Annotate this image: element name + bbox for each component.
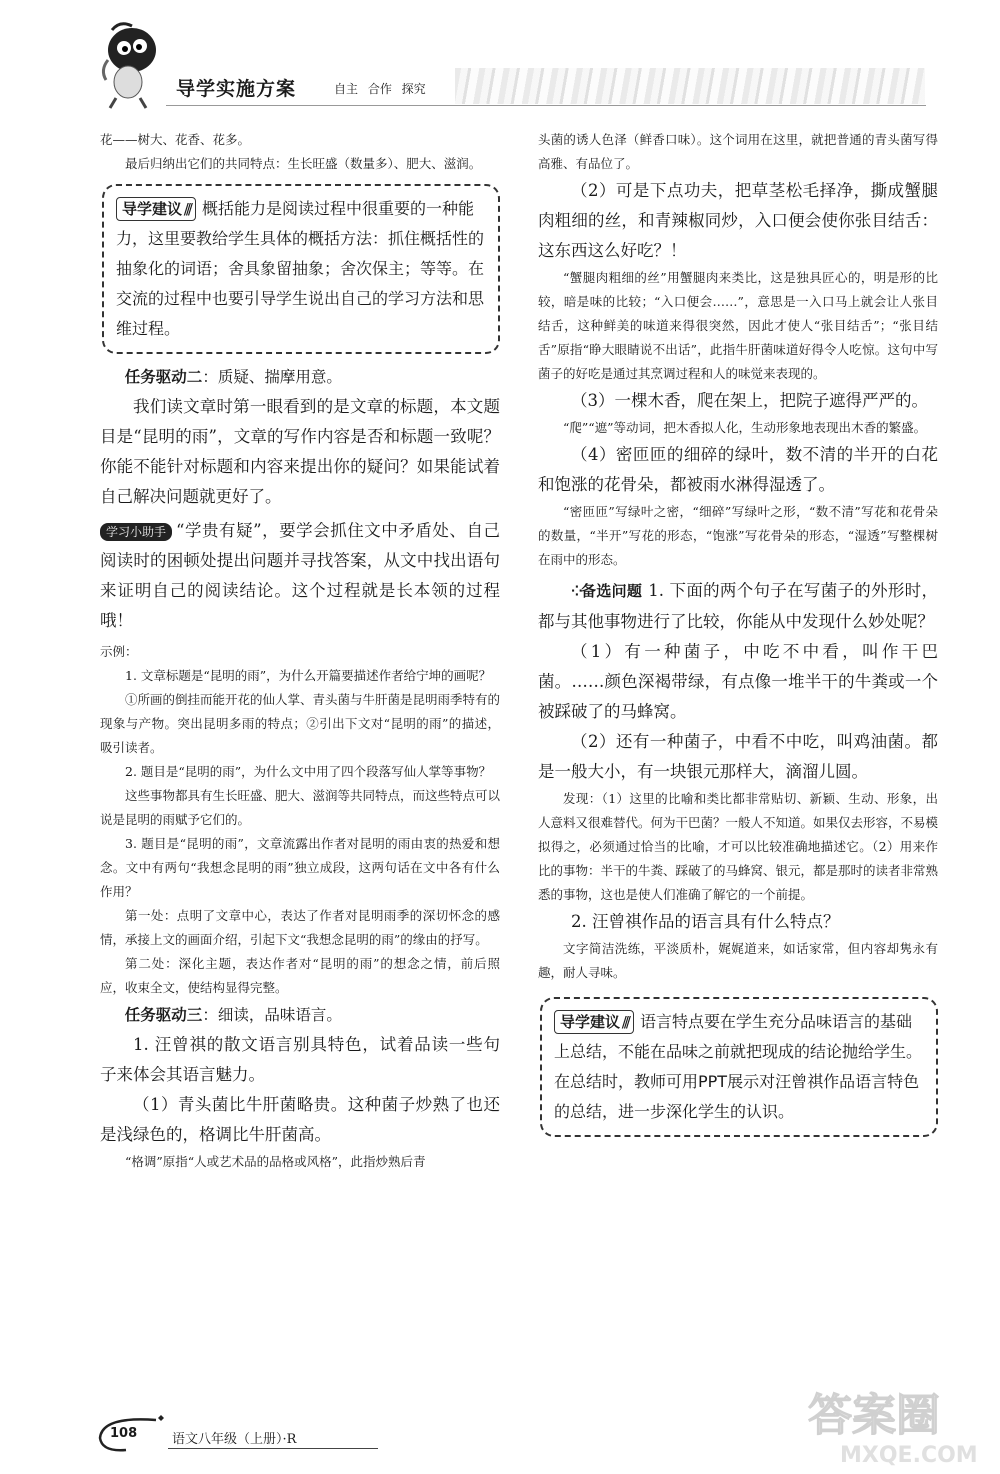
answer: 文字简洁洗练，平淡质朴，娓娓道来，如话家常，但内容却隽永有趣，耐人寻味。 [538,941,938,980]
page-header [0,0,1000,120]
helper-label: 学习小助手 [100,523,172,541]
question: 2. 题目是“昆明的雨”，为什么文中用了四个段落写仙人掌等事物？ [125,764,492,779]
note: “密匝匝”写绿叶之密，“细碎”写绿叶之形，“数不清”写花和花骨朵的数量，“半开”写花的形态，“饱涨”写花骨朵的形态，“湿透”写整棵树在雨中的形态。 [538,504,938,567]
right-column [538,128,938,1145]
helper-paragraph [100,516,500,636]
sentence: （2）可是下点功夫，把草茎松毛择净，撕成蟹腿肉粗细的丝，和青辣椒同炒，入口便会使你张目结舌：这东西这么好吃？！ [538,181,938,260]
footer-divider [168,1448,378,1449]
backup-question [538,576,938,637]
sentence: （1）青头菌比牛肝菌略贵。这种菌子炒熟了也还是浅绿色的，格调比牛肝菌高。 [100,1095,500,1144]
paragraph: 花——树大、花香、花多。 [100,132,251,147]
question: 1. 文章标题是“昆明的雨”，为什么开篇要描述作者给宁坤的画呢？ [125,668,492,683]
header-divider [166,105,926,106]
example-label: 示例： [100,644,138,659]
paragraph: 我们读文章时第一眼看到的是文章的标题，本文题目是“昆明的雨”，文章的写作内容是否和标题一致呢？你能不能针对标题和内容来提出你的疑问？如果能试着自己解决问题就更好了。 [100,397,500,506]
sentence: （4）密匝匝的细碎的绿叶，数不清的半开的白花和饱涨的花骨朵，都被雨水淋得湿透了。 [538,445,938,494]
answer: 第二处：深化主题，表达作者对“昆明的雨”的想念之情，前后照应，收束全文，使结构显得完整。 [100,956,500,995]
svg-text:答案圈: 答案圈 [808,1390,940,1441]
sentence: （1）有一种菌子，中吃不中看，叫作干巴菌。……颜色深褐带绿，有点像一堆半干的牛粪或一个被踩破了的马蜂窝。 [538,642,938,721]
paragraph: 最后归纳出它们的共同特点：生长旺盛（数量多）、肥大、滋润。 [125,156,482,171]
advice-box [102,184,500,354]
advice-box [540,997,938,1137]
note: “蟹腿肉粗细的丝”用蟹腿肉来类比，这是独具匠心的，明是形的比较，暗是味的比较；“入口便会……”，意思是一入口马上就会让人张目结舌，这种鲜美的味道来得很突然，因此才使人“张目结舌”；“张目结舌”原指“睁大眼睛说不出话”，此指牛肝菌味道好得令人吃惊。这句中写菌子的好吃是通过其烹调过程和人的味觉来表现的。 [538,270,938,381]
question: 3. 题目是“昆明的雨”，文章流露出作者对昆明的雨由衷的热爱和想念。文中有两句“我想念昆明的雨”独立成段，这两句话在文中各有什么作用？ [100,836,500,899]
answer: ①所画的倒挂而能开花的仙人掌、青头菌与牛肝菌是昆明雨季特有的现象与产物。突出昆明多雨的特点；②引出下文对“昆明的雨”的描述，吸引读者。 [100,692,501,755]
note: 头菌的诱人色泽（鲜香口味）。这个词用在这里，就把普通的青头菌写得高雅、有品位了。 [538,132,938,171]
book-title: 语文八年级（上册）·R [172,1432,297,1447]
backup-label: ⁘备选问题 [571,582,643,600]
task-heading: 任务驱动二：质疑、揣摩用意。 [124,368,342,386]
advice-text: 语言特点要在学生充分品味语言的基础上总结，不能在品味之前就把现成的结论抛给学生。在总结时，教师可用PPT展示对汪曾祺作品语言特色的总结，进一步深化学生的认识。 [554,1012,923,1121]
svg-text:MXQE.COM: MXQE.COM [840,1443,978,1468]
answer: 这些事物都具有生长旺盛、肥大、滋润等共同特点，而这些特点可以说是昆明的雨赋予它们的。 [100,788,501,827]
header-title: 导学实施方案 [176,78,297,100]
paragraph: 1. 汪曾祺的散文语言别具特色，试着品读一些句子来体会其语言魅力。 [100,1035,500,1084]
dots-icon: ⁘ [571,584,581,600]
advice-label: 导学建议 /// [554,1010,634,1034]
advice-text: 概括能力是阅读过程中很重要的一种能力，这里要教给学生具体的概括方法：抓住概括性的抽象化的词语；舍具象留抽象；舍次保主；等等。在交流的过程中也要引导学生说出自己的学习方法和思维过程。 [116,199,485,338]
question: 2. 汪曾祺作品的语言具有什么特点？ [571,912,840,931]
left-column [100,128,500,1174]
note: “格调”原指“人或艺术品的品格或风格”，此指炒熟后青 [125,1154,426,1169]
advice-label: 导学建议 /// [116,197,196,221]
header-subtitle: 自主 合作 探究 [334,82,426,96]
sentence: （2）还有一种菌子，中看不中吃，叫鸡油菌。都是一般大小，有一块银元那样大，滴溜儿圆。 [538,732,938,781]
watermark-logo [800,1378,990,1468]
mascot-icon [98,20,160,110]
task-heading: 任务驱动三：细读，品味语言。 [124,1006,342,1024]
answer: 第一处：点明了文章中心，表达了作者对昆明雨季的深切怀念的感情，承接上文的画面介绍，引起下文“我想念昆明的雨”的缘由的抒写。 [100,908,500,947]
page-number: 108 [110,1426,138,1441]
page-footer [96,1414,396,1454]
note: “爬”“遮”等动词，把木香拟人化，生动形象地表现出木香的繁盛。 [563,420,927,435]
helper-text: “学贵有疑”，要学会抓住文中矛盾处、自己阅读时的困顿处提出问题并寻找答案，从文中找出语句来证明自己的阅读结论。这个过程就是长本领的过程哦！ [100,521,500,630]
header-decoration [455,68,925,104]
sentence: （3）一棵木香，爬在架上，把院子遮得严严的。 [571,391,928,410]
backup-text: 1. 下面的两个句子在写菌子的外形时，都与其他事物进行了比较，你能从中发现什么妙处呢？ [538,581,938,631]
note: 发现：（1）这里的比喻和类比都非常贴切、新颖、生动、形象，出人意料又很难替代。何为干巴菌？一般人不知道。如果仅去形容，不易模拟得之，必须通过恰当的比喻，才可以比较准确地描述它。（2）用来作比的事物：半干的牛粪、踩破了的马蜂窝、银元，都是那时的读者非常熟悉的事物，这也是使人们准确了解它的一个前提。 [538,791,939,902]
